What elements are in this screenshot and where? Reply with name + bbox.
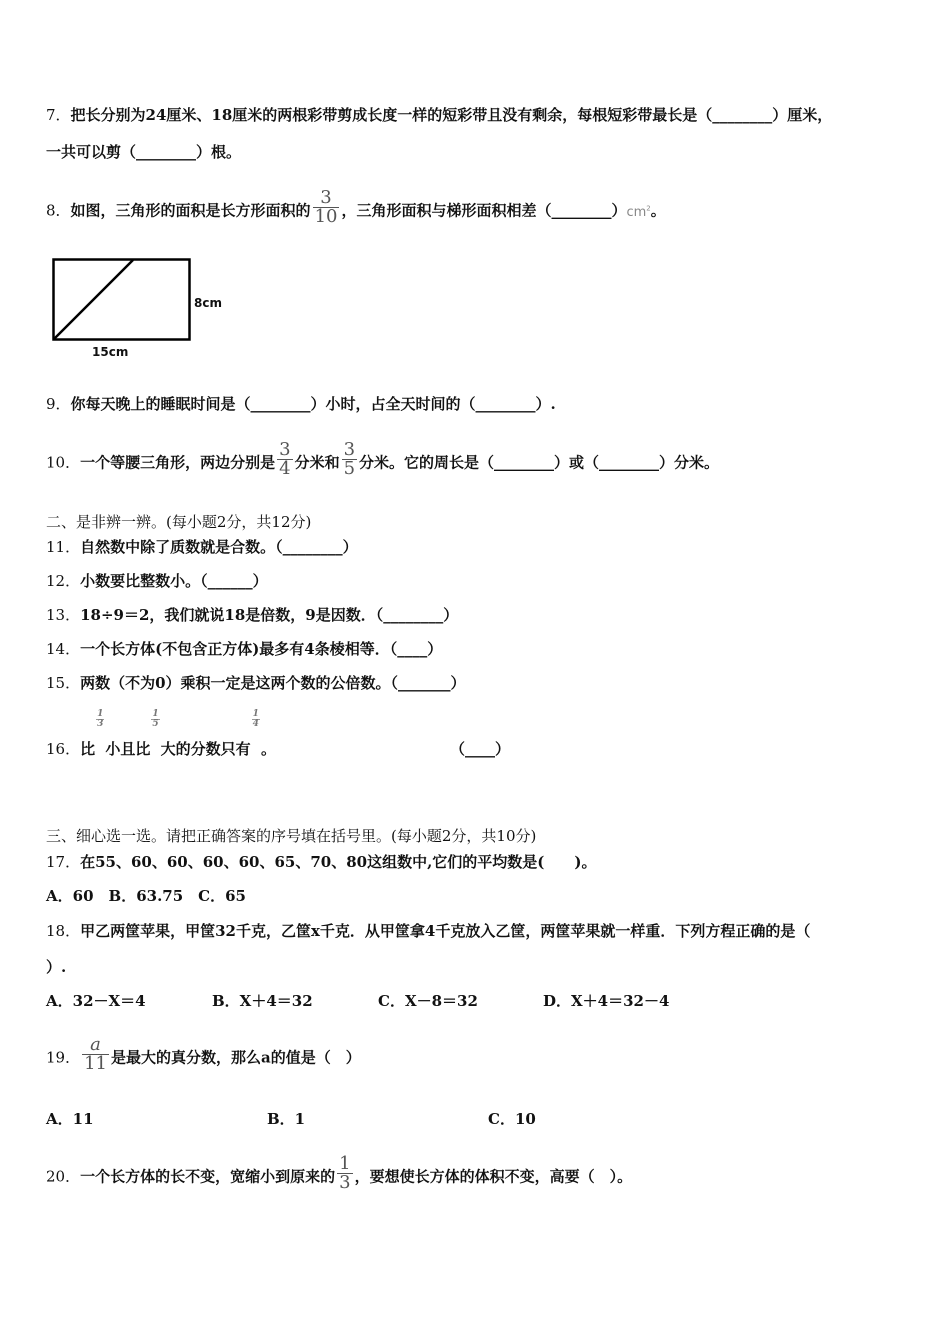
question-number: 11． bbox=[46, 538, 81, 556]
option-c: C．10 bbox=[488, 1110, 536, 1128]
denominator: 4 bbox=[252, 719, 259, 729]
question-9 bbox=[46, 393, 556, 414]
question-number: 18． bbox=[46, 922, 81, 940]
small-fraction bbox=[96, 710, 104, 729]
numerator: 1 bbox=[339, 1153, 351, 1174]
question-17-options: A．60 B．63.75 C．65 bbox=[46, 887, 246, 905]
question-text: 大的分数只有 bbox=[160, 740, 251, 758]
question-17 bbox=[46, 851, 597, 872]
option-a: A．11 bbox=[46, 1110, 94, 1128]
rectangle-figure bbox=[52, 258, 192, 344]
question-number: 15． bbox=[46, 674, 81, 692]
question-18-cont: ）. bbox=[46, 958, 67, 976]
question-text: 一个长方体(不包含正方体)最多有4条棱相等．（____） bbox=[80, 640, 443, 658]
numerator: 3 bbox=[313, 189, 340, 208]
diagonal-line bbox=[54, 260, 133, 339]
denominator: 3 bbox=[97, 719, 104, 729]
numerator: 1 bbox=[252, 709, 259, 719]
question-number: 9． bbox=[46, 395, 71, 413]
question-13 bbox=[46, 604, 458, 625]
question-text: 把长分别为24厘米、18厘米的两根彩带剪成长度一样的短彩带且没有剩余，每根短彩带最长是（________）厘米， bbox=[70, 106, 833, 124]
question-number: 7． bbox=[46, 106, 71, 124]
unit-text: cm bbox=[626, 204, 647, 220]
question-text: 小且比 bbox=[105, 740, 151, 758]
question-15 bbox=[46, 672, 466, 693]
question-text: 是最大的真分数，那么a的值是（ ） bbox=[111, 1048, 361, 1067]
question-number: 13． bbox=[46, 606, 81, 624]
question-text: 一个等腰三角形，两边分别是 bbox=[80, 453, 276, 472]
section-2-heading: 二、是非辨一辨。(每小题2分，共12分) bbox=[46, 513, 312, 531]
question-text: 甲乙两筐苹果，甲筐32千克，乙筐x千克．从甲筐拿4千克放入乙筐，两筐苹果就一样重．下列方程正确的是（ bbox=[80, 922, 811, 940]
question-text: 一共可以剪（________）根。 bbox=[46, 143, 242, 161]
answer-blank: （____） bbox=[450, 740, 511, 758]
question-number: 14． bbox=[46, 640, 81, 658]
question-number: 12． bbox=[46, 572, 81, 590]
denominator: 5 bbox=[152, 719, 159, 729]
question-19 bbox=[46, 1034, 361, 1077]
question-text: 在55、60、60、60、60、65、70、80这组数中,它们的平均数是( )。 bbox=[80, 853, 597, 871]
numerator: 1 bbox=[152, 709, 159, 719]
unit bbox=[626, 205, 650, 220]
numerator: 3 bbox=[343, 439, 356, 460]
width-label: 15cm bbox=[92, 345, 129, 359]
question-8 bbox=[46, 187, 666, 230]
fraction bbox=[277, 441, 292, 478]
question-text: 分米。它的周长是（________）或（________）分米。 bbox=[359, 453, 720, 472]
small-fraction bbox=[151, 710, 159, 729]
option-a: A．32－X＝4 bbox=[46, 992, 146, 1010]
section-3-heading: 三、细心选一选。请把正确答案的序号填在括号里。(每小题2分，共10分) bbox=[46, 827, 537, 845]
question-text: 分米和 bbox=[294, 453, 340, 472]
question-20 bbox=[46, 1153, 633, 1196]
numerator: a bbox=[82, 1036, 109, 1055]
question-text: 你每天晚上的睡眠时间是（________）小时，占全天时间的（________）. bbox=[70, 395, 556, 413]
small-fraction bbox=[252, 710, 260, 729]
question-text: 一个长方体的长不变，宽缩小到原来的 bbox=[80, 1167, 336, 1186]
question-number: 20． bbox=[46, 1167, 81, 1186]
height-label: 8cm bbox=[194, 296, 222, 310]
question-7 bbox=[46, 104, 832, 125]
question-10 bbox=[46, 439, 720, 482]
question-text: 自然数中除了质数就是合数。（________） bbox=[80, 538, 358, 556]
question-text: 两数（不为0）乘积一定是这两个数的公倍数。（_______） bbox=[80, 674, 466, 692]
question-number: 17． bbox=[46, 853, 81, 871]
option-d: D．X＋4＝32－4 bbox=[543, 992, 670, 1010]
fraction bbox=[313, 189, 340, 226]
question-18 bbox=[46, 920, 810, 941]
question-text: 如图，三角形的面积是长方形面积的 bbox=[70, 201, 311, 220]
question-text: 比 bbox=[80, 740, 96, 758]
question-text: 小数要比整数小。（______） bbox=[80, 572, 268, 590]
question-number: 19． bbox=[46, 1048, 81, 1067]
denominator: 11 bbox=[84, 1053, 107, 1074]
fraction bbox=[342, 441, 357, 478]
question-text: 。 bbox=[260, 740, 276, 758]
question-16 bbox=[46, 709, 276, 759]
question-number: 10． bbox=[46, 453, 81, 472]
option-b: B．1 bbox=[267, 1110, 306, 1128]
option-c: C．X－8＝32 bbox=[378, 992, 478, 1010]
option-b: B．X＋4＝32 bbox=[212, 992, 313, 1010]
question-text: ，三角形面积与梯形面积相差（________） bbox=[341, 201, 627, 220]
question-text: 。 bbox=[650, 201, 666, 220]
denominator: 5 bbox=[343, 458, 356, 479]
numerator: 1 bbox=[97, 709, 104, 719]
denominator: 3 bbox=[339, 1172, 351, 1193]
question-number: 16． bbox=[46, 740, 81, 758]
denominator: 4 bbox=[279, 458, 291, 479]
question-text: ，要想使长方体的体积不变，高要（ ）。 bbox=[354, 1167, 633, 1186]
denominator: 10 bbox=[314, 206, 338, 227]
fraction bbox=[82, 1036, 109, 1073]
fraction bbox=[337, 1155, 352, 1192]
question-number: 8． bbox=[46, 201, 71, 220]
question-text: 18÷9＝2，我们就说18是倍数，9是因数．（________） bbox=[80, 606, 459, 624]
unit-exponent: 2 bbox=[646, 204, 651, 213]
question-11 bbox=[46, 536, 358, 557]
question-7-cont bbox=[46, 141, 241, 162]
question-12 bbox=[46, 570, 268, 591]
question-14 bbox=[46, 638, 442, 659]
numerator: 3 bbox=[279, 439, 291, 460]
